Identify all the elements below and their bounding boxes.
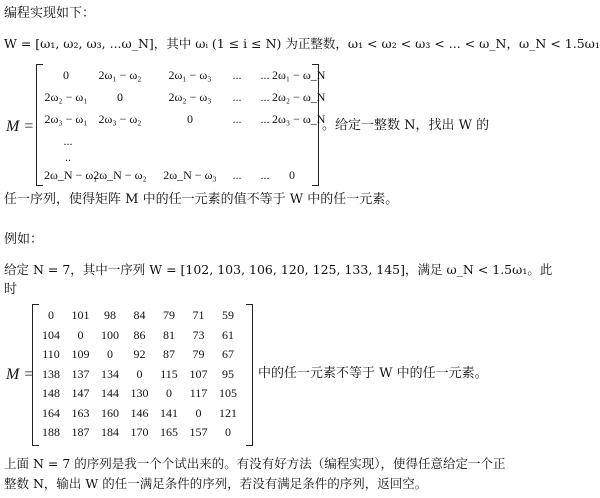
- example-matrix-cell: 138: [42, 366, 60, 381]
- general-matrix-cell: ..: [65, 150, 71, 164]
- example-after-text: 中的任一元素不等于 W 中的任一元素。: [258, 366, 488, 381]
- general-matrix-cell: ...: [63, 134, 73, 148]
- general-matrix-cell: ...: [260, 90, 270, 104]
- example-matrix-cell: 105: [219, 386, 237, 400]
- example-matrix-cell: 0: [225, 425, 231, 439]
- example-matrix-cell: 188: [42, 425, 60, 439]
- general-matrix-cell: 2ω₁ − ω₂: [98, 68, 142, 82]
- example-matrix-cell: 165: [160, 425, 178, 439]
- example-matrix-cell: 92: [133, 347, 146, 361]
- example-matrix-cell: 144: [101, 386, 119, 400]
- example-matrix-cell: 130: [130, 386, 149, 400]
- example-matrix-cell: 95: [222, 366, 234, 381]
- general-matrix-cell: ...: [260, 168, 270, 182]
- general-matrix-cell: 2ω₂ − ω₃: [168, 90, 212, 104]
- example-matrix-cell: 170: [130, 425, 149, 439]
- general-matrix-cell: ...: [232, 112, 242, 126]
- example-matrix-cell: 157: [189, 425, 208, 439]
- example-matrix-cell: 87: [163, 347, 175, 361]
- general-matrix-cell: 0: [117, 90, 123, 104]
- example-matrix-cell: 81: [163, 327, 175, 342]
- general-matrix-cell: 2ω₂ − ω₁: [44, 90, 88, 104]
- w-definition: W = [ω₁, ω₂, ω₃, ...ω_N]，其中 ωᵢ (1 ≤ i ≤ N) 为正整数，ω₁ < ω₂ < ω₃ < ... < ω_N，ω_N < 1.5ω₁: [4, 36, 600, 51]
- example-matrix-cell: 121: [219, 405, 237, 420]
- example-matrix-label: M =: [6, 366, 35, 383]
- example-matrix-cell: 0: [195, 405, 202, 420]
- general-matrix-cell: 2ω_N − ω₂: [93, 168, 147, 182]
- example-matrix-cell: 0: [77, 327, 84, 342]
- example-matrix-cell: 86: [133, 327, 146, 342]
- example-matrix-cell: 134: [101, 366, 119, 381]
- example-matrix-cell: 187: [71, 425, 90, 439]
- general-matrix-cell: 2ω₁ − ω_N: [272, 68, 326, 82]
- example-matrix-cell: 109: [71, 347, 90, 361]
- general-matrix-cell: 2ω₃ − ω_N: [272, 112, 326, 126]
- matrix-m-label: M =: [6, 118, 35, 135]
- general-matrix-cell: 0: [63, 68, 69, 82]
- example-matrix-cell: 71: [192, 308, 205, 322]
- example-matrix-cell: 115: [160, 366, 178, 381]
- general-matrix-cell: 0: [187, 112, 193, 126]
- example-matrix-cell: 101: [71, 308, 90, 322]
- general-matrix-cell: 2ω_N − ω₃: [163, 168, 217, 182]
- example-matrix-cell: 141: [160, 405, 178, 420]
- example-matrix-cell: 67: [222, 347, 234, 361]
- example-sequence-text: 给定 N = 7，其中一序列 W = [102, 103, 106, 120, 125, 133, 145]，满足 ω_N < 1.5ω₁。此: [4, 262, 553, 277]
- example-sequence-text-cont: 时: [4, 282, 18, 297]
- example-matrix-cell: 160: [101, 405, 119, 420]
- example-matrix-cell: 73: [192, 327, 205, 342]
- general-matrix-cell: 2ω₃ − ω₁: [44, 112, 88, 126]
- example-matrix-cell: 100: [101, 327, 119, 342]
- example-matrix-cell: 110: [42, 347, 60, 361]
- general-matrix-cell: ...: [232, 68, 242, 82]
- general-matrix-cell: ...: [232, 90, 242, 104]
- example-matrix-cell: 0: [48, 308, 54, 322]
- general-matrix-cell: 2ω_N − ω₁: [44, 168, 98, 182]
- final-question-line2: 整数 N，输出 W 的任一满足条件的序列，若没有满足条件的序列，返回空。: [4, 476, 428, 491]
- intro-text: 编程实现如下：: [4, 6, 96, 21]
- example-matrix-cell: 59: [222, 308, 234, 322]
- example-matrix-cell: 0: [166, 386, 172, 400]
- example-matrix-cell: 0: [107, 347, 113, 361]
- example-matrix-cell: 61: [222, 327, 234, 342]
- general-matrix-cell: 2ω₃ − ω₂: [98, 112, 142, 126]
- example-matrix-cell: 147: [71, 386, 90, 400]
- example-matrix-cell: 137: [71, 366, 90, 381]
- example-matrix-cell: 107: [189, 366, 208, 381]
- general-matrix-cell: 2ω₁ − ω₃: [168, 68, 212, 82]
- general-matrix-cell: 0: [289, 168, 295, 182]
- example-matrix-cell: 184: [101, 425, 119, 439]
- example-matrix-cell: 104: [42, 327, 60, 342]
- example-matrix-cell: 98: [104, 308, 116, 322]
- example-matrix-cell: 79: [163, 308, 175, 322]
- example-matrix-cell: 84: [133, 308, 146, 322]
- general-matrix-cell: ...: [260, 68, 270, 82]
- example-matrix-cell: 163: [71, 405, 90, 420]
- example-matrix-cell: 79: [192, 347, 205, 361]
- example-matrix-cell: 148: [42, 386, 60, 400]
- example-matrix-cell: 117: [189, 386, 208, 400]
- general-matrix-cell: 2ω₂ − ω_N: [272, 90, 326, 104]
- matrix-m-left-bracket: [36, 64, 43, 186]
- example-matrix-cell: 164: [42, 405, 60, 420]
- example-matrix-right-bracket: [246, 304, 253, 446]
- final-question-line1: 上面 N = 7 的序列是我一个个试出来的。有没有好方法（编程实现），使得任意给定一个正: [4, 456, 506, 471]
- general-matrix-cell: ...: [232, 168, 242, 182]
- example-matrix-cell: 0: [136, 366, 143, 381]
- condition-text: 任一序列，使得矩阵 M 中的任一元素的值不等于 W 中的任一元素。: [4, 192, 399, 207]
- example-label: 例如：: [4, 232, 44, 247]
- after-matrix-text: 。给定一整数 N，找出 W 的: [322, 118, 490, 133]
- general-matrix-cell: ...: [260, 112, 270, 126]
- example-matrix-cell: 146: [130, 405, 149, 420]
